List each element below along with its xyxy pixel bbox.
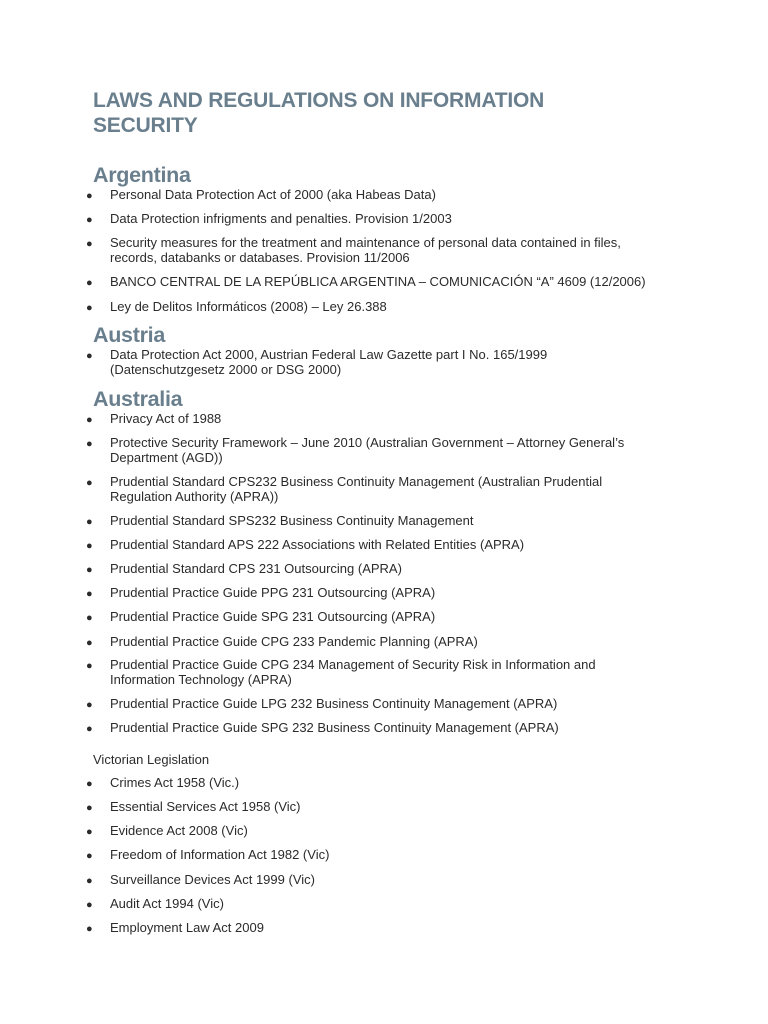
bullet-icon: ●: [86, 277, 93, 289]
bullet-icon: ●: [86, 826, 93, 838]
list-item-text: Prudential Practice Guide LPG 232 Business Continuity Management (APRA): [110, 696, 558, 711]
bullet-icon: ●: [86, 540, 93, 552]
list-item-text: Prudential Practice Guide CPG 234 Management of Security Risk in Information and Information Technology (APRA): [110, 657, 596, 687]
bullet-icon: ●: [86, 723, 93, 735]
list-item-text: Protective Security Framework – June 2010 (Australian Government – Attorney General’s Department (AGD)): [110, 435, 625, 465]
list-item-text: Data Protection Act 2000, Austrian Federal Law Gazette part I No. 165/1999 (Datenschutzgesetz 2000 or DSG 2000): [110, 347, 548, 377]
list-item-text: Prudential Standard SPS232 Business Continuity Management: [110, 513, 474, 528]
bullet-icon: ●: [86, 875, 93, 887]
bullet-icon: ●: [86, 778, 93, 790]
list-item-text: Personal Data Protection Act of 2000 (aka Habeas Data): [110, 187, 436, 202]
bullet-icon: ●: [86, 438, 93, 450]
bullet-icon: ●: [86, 516, 93, 528]
bullet-icon: ●: [86, 612, 93, 624]
bullet-icon: ●: [86, 214, 93, 226]
list-item-text: Prudential Standard CPS232 Business Continuity Management (Australian Prudential Regulation Authority (APRA)): [110, 474, 603, 504]
list-item-text: Security measures for the treatment and maintenance of personal data contained in files, records, databanks or databases. Provision 11/2006: [110, 235, 621, 265]
list-item-text: Ley de Delitos Informáticos (2008) – Ley 26.388: [110, 299, 387, 314]
bullet-icon: ●: [86, 564, 93, 576]
document-title: LAWS AND REGULATIONS ON INFORMATION SECURITY: [93, 89, 545, 137]
bullet-icon: ●: [86, 802, 93, 814]
list-item-text: Prudential Practice Guide SPG 232 Business Continuity Management (APRA): [110, 720, 559, 735]
bullet-icon: ●: [86, 238, 93, 250]
list-item-text: Evidence Act 2008 (Vic): [110, 823, 248, 838]
list-item-text: Prudential Standard APS 222 Associations with Related Entities (APRA): [110, 537, 525, 552]
bullet-icon: ●: [86, 899, 93, 911]
list-item-text: Essential Services Act 1958 (Vic): [110, 799, 301, 814]
section-heading-argentina: Argentina: [93, 163, 191, 187]
list-item-text: Employment Law Act 2009: [110, 920, 264, 935]
bullet-icon: ●: [86, 414, 93, 426]
list-item-text: Privacy Act of 1988: [110, 411, 222, 426]
list-item-text: Crimes Act 1958 (Vic.): [110, 775, 240, 790]
bullet-icon: ●: [86, 850, 93, 862]
subsection-heading-victorian: Victorian Legislation: [93, 752, 210, 767]
bullet-icon: ●: [86, 190, 93, 202]
list-item-text: Freedom of Information Act 1982 (Vic): [110, 847, 330, 862]
list-item-text: BANCO CENTRAL DE LA REPÚBLICA ARGENTINA – COMUNICACIÓN “A” 4609 (12/2006): [110, 274, 646, 289]
bullet-icon: ●: [86, 350, 93, 362]
list-item-text: Prudential Practice Guide CPG 233 Pandemic Planning (APRA): [110, 634, 478, 649]
list-item-text: Audit Act 1994 (Vic): [110, 896, 224, 911]
bullet-icon: ●: [86, 699, 93, 711]
list-item-text: Surveillance Devices Act 1999 (Vic): [110, 872, 315, 887]
bullet-icon: ●: [86, 637, 93, 649]
section-heading-australia: Australia: [93, 387, 183, 411]
bullet-icon: ●: [86, 660, 93, 672]
list-item-text: Prudential Practice Guide PPG 231 Outsourcing (APRA): [110, 585, 436, 600]
bullet-icon: ●: [86, 588, 93, 600]
bullet-icon: ●: [86, 923, 93, 935]
bullet-icon: ●: [86, 477, 93, 489]
list-item-text: Data Protection infrigments and penalties. Provision 1/2003: [110, 211, 452, 226]
section-heading-austria: Austria: [93, 323, 165, 347]
bullet-icon: ●: [86, 302, 93, 314]
list-item-text: Prudential Practice Guide SPG 231 Outsourcing (APRA): [110, 609, 436, 624]
list-item-text: Prudential Standard CPS 231 Outsourcing (APRA): [110, 561, 402, 576]
